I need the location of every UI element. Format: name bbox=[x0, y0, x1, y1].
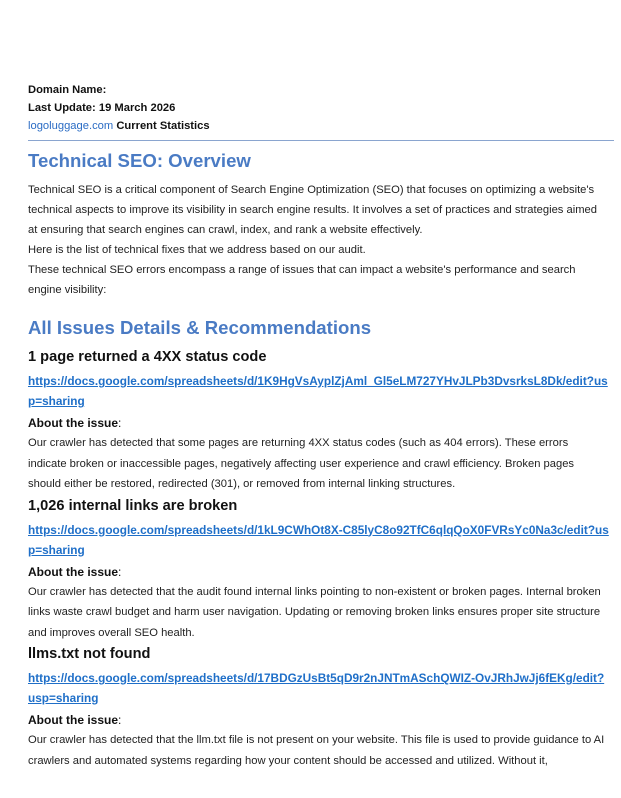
issue-title: 1 page returned a 4XX status code bbox=[28, 349, 267, 365]
current-statistics-line bbox=[28, 117, 210, 135]
overview-audit-note: Here is the list of technical fixes that we address based on our audit. bbox=[28, 244, 366, 256]
about-issue-label: About the issue: bbox=[28, 713, 122, 727]
issue-description: Our crawler has detected that some pages are returning 4XX status codes (such as 404 errors). These errors indicate broken or inaccessible pages, negatively affecting user experience and crawl efficiency. Broken pages should either be restored, redirected (301), or removed from internal linking structures. bbox=[28, 437, 575, 490]
issue-spreadsheet-link[interactable]: https://docs.google.com/spreadsheets/d/1K9HgVsAyplZjAml_Gl5eLM727YHvJLPb3DvsrksL8Dk/edit?usp=sharing bbox=[28, 374, 608, 408]
current-statistics-label: Current Statistics bbox=[116, 120, 210, 132]
about-issue-label: About the issue: bbox=[28, 564, 122, 579]
overview-errors-note: These technical SEO errors encompass a range of issues that can impact a website's performance and search engine visibility: bbox=[28, 264, 576, 296]
issue-spreadsheet-link[interactable]: https://docs.google.com/spreadsheets/d/1kL9CWhOt8X-C85lyC8o92TfC6qlqQoX0FVRsYc0Na3c/edit?usp=sharing bbox=[28, 522, 609, 557]
domain-link[interactable]: logoluggage.com bbox=[28, 120, 114, 132]
header-divider bbox=[28, 140, 614, 141]
overview-paragraph: Technical SEO is a critical component of Search Engine Optimization (SEO) that focuses on optimizing a website's technical aspects to improve its visibility in search engine results. It involves a set of practices and strategies aimed at ensuring that search engines can crawl, index, and rank a website effectively. bbox=[28, 184, 597, 236]
overview-title: Technical SEO: Overview bbox=[28, 150, 251, 171]
issue-item bbox=[28, 495, 609, 644]
issue-item bbox=[28, 346, 609, 495]
issue-description: Our crawler has detected that the llm.txt file is not present on your website. This file is used to provide guidance to AI crawlers and automated systems regarding how your content should be accessed and utilized. Without it, bbox=[28, 734, 605, 767]
domain-name-label: Domain Name: bbox=[28, 84, 107, 96]
about-issue-label: About the issue: bbox=[28, 416, 122, 430]
document-body bbox=[28, 149, 609, 771]
issue-item bbox=[28, 643, 609, 771]
issue-description: Our crawler has detected that the audit found internal links pointing to non-existent or broken pages. Internal broken links waste crawl budget and harm user navigation. Updating or removing broken links ensures proper site structure and improves overall SEO health. bbox=[28, 585, 601, 639]
issue-title: llms.txt not found bbox=[28, 646, 151, 662]
issue-title: 1,026 internal links are broken bbox=[28, 497, 238, 514]
issue-spreadsheet-link[interactable]: https://docs.google.com/spreadsheets/d/17BDGzUsBt5qD9r2nJNTmASchQWIZ-OvJRhJwJj6fEKg/edit?usp=sharing bbox=[28, 671, 605, 705]
last-update-label: Last Update: 19 March 2026 bbox=[28, 102, 176, 114]
document-header bbox=[28, 81, 210, 135]
issues-section-title: All Issues Details & Recommendations bbox=[28, 317, 372, 338]
